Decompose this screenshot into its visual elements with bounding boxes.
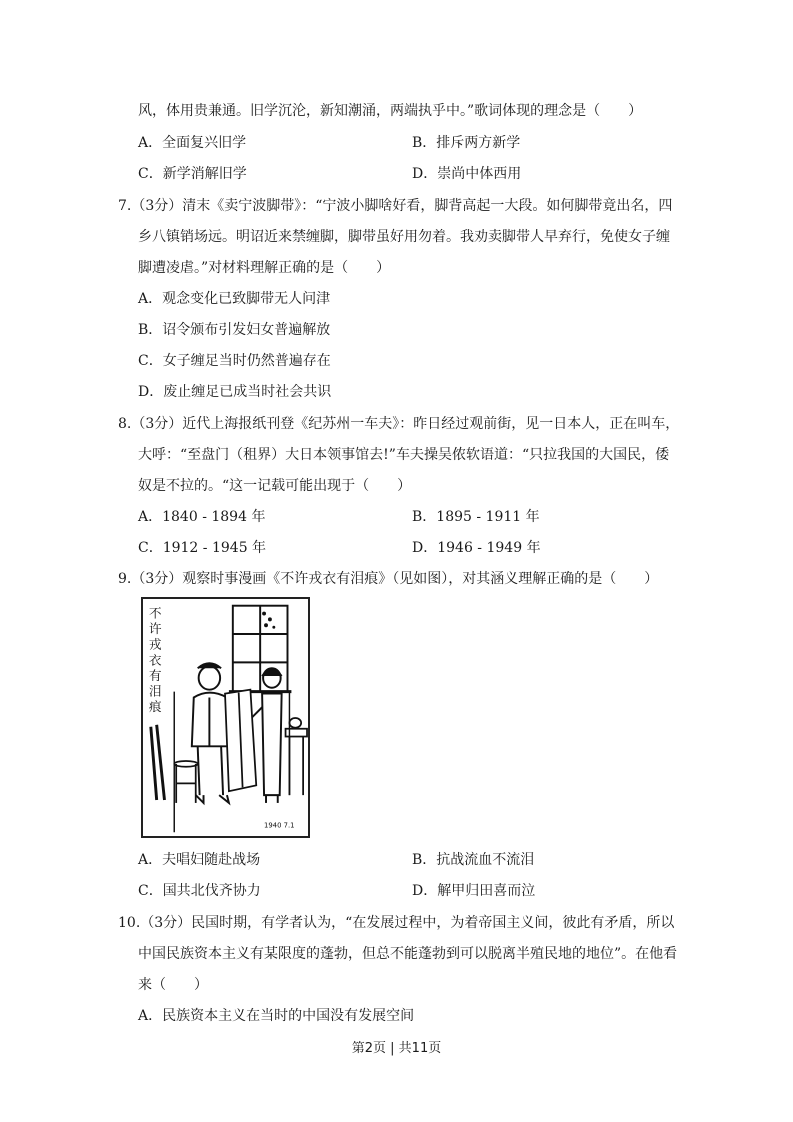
q8-option-b: B．1895 - 1911 年 [412, 509, 540, 525]
coat-drawing [225, 690, 256, 792]
cartoon-signature: 1940 7.1 [264, 821, 295, 830]
question-8-line-1: 8.（3分）近代上海报纸刊登《纪苏州一车夫》：昨日经过观前街，见一日本人，正在叫车， [118, 416, 680, 432]
question-10-line-2: 中国民族资本主义有某限度的蓬勃，但总不能蓬勃到可以脱离半殖民地的地位”。在他看 [138, 946, 678, 962]
question-8-line-2: 大呼：“至盘门（租界）大日本领事馆去!”车夫操吴侬软语道：“只拉我国的大国民，倭 [138, 447, 670, 463]
q6-option-d: D．崇尚中体西用 [412, 166, 522, 182]
q9-option-a: A．夫唱妇随赴战场 [138, 852, 261, 868]
question-7-line-2: 乡八镇销场远。明诏近来禁缠脚，脚带虽好用勿着。我劝卖脚带人早弃行，免使女子缠 [138, 229, 670, 245]
soldier-figure [192, 663, 231, 803]
q10-option-a: A．民族资本主义在当时的中国没有发展空间 [138, 1008, 415, 1024]
question-7-line-3: 脚遭凌虐。”对材料理解正确的是（ ） [138, 260, 391, 276]
q8-option-a: A．1840 - 1894 年 [138, 509, 266, 525]
q6-option-b: B．排斥两方新学 [412, 135, 521, 151]
q9-option-d: D．解甲归田喜而泣 [412, 883, 536, 899]
cartoon-title [149, 605, 162, 714]
q6-option-c: C．新学消解旧学 [138, 166, 247, 182]
q9-option-b: B．抗战流血不流泪 [412, 852, 535, 868]
question-9-line-1: 9.（3分）观察时事漫画《不许戎衣有泪痕》（见如图），对其涵义理解正确的是（ ） [118, 571, 659, 587]
page-footer: 第2页 | 共11页 [351, 1041, 442, 1056]
cartoon-title-char: 有 [148, 667, 162, 683]
window-drawing [229, 606, 291, 692]
question-7-line-1: 7.（3分）清末《卖宁波脚带》：“宁波小脚啥好看，脚背高起一大段。如何脚带竟出名，四 [118, 198, 673, 214]
cartoon-title-char: 戎 [148, 636, 162, 652]
window-flowers [262, 612, 275, 629]
q8-option-d: D．1946 - 1949 年 [412, 540, 541, 556]
question-10-line-3: 来（ ） [138, 977, 208, 993]
q9-option-c: C．国共北伐齐协力 [138, 883, 261, 899]
q8-option-c: C．1912 - 1945 年 [138, 540, 267, 556]
q7-option-a: A．观念变化已致脚带无人问津 [138, 291, 331, 307]
q6-option-a: A．全面复兴旧学 [138, 135, 247, 151]
cartoon-title-char: 痕 [148, 699, 162, 715]
question-8-line-3: 奴是不拉的。“这一记载可能出现于（ ） [138, 478, 412, 494]
question-10-line-1: 10.（3分）民国时期，有学者认为，“在发展过程中，为着帝国主义间，彼此有矛盾，所以 [118, 915, 675, 931]
cartoon-title-char: 泪 [148, 683, 162, 699]
table-drawing [286, 718, 307, 795]
cartoon-title-char: 不 [148, 605, 162, 621]
cartoon-title-char: 衣 [148, 652, 162, 668]
cartoon-title-char: 许 [148, 621, 162, 637]
stool-drawing [174, 761, 197, 803]
cartoon-illustration [141, 597, 310, 838]
rifle-drawing [151, 725, 165, 800]
q7-option-d: D．废止缠足已成当时社会共识 [138, 384, 332, 400]
q7-option-b: B．诏令颁布引发妇女普遍解放 [138, 322, 331, 338]
q7-option-c: C．女子缠足当时仍然普遍存在 [138, 353, 331, 369]
question-6-tail: 风，体用贵兼通。旧学沉沦，新知潮涌，两端执乎中。”歌词体现的理念是（ ） [138, 103, 643, 119]
